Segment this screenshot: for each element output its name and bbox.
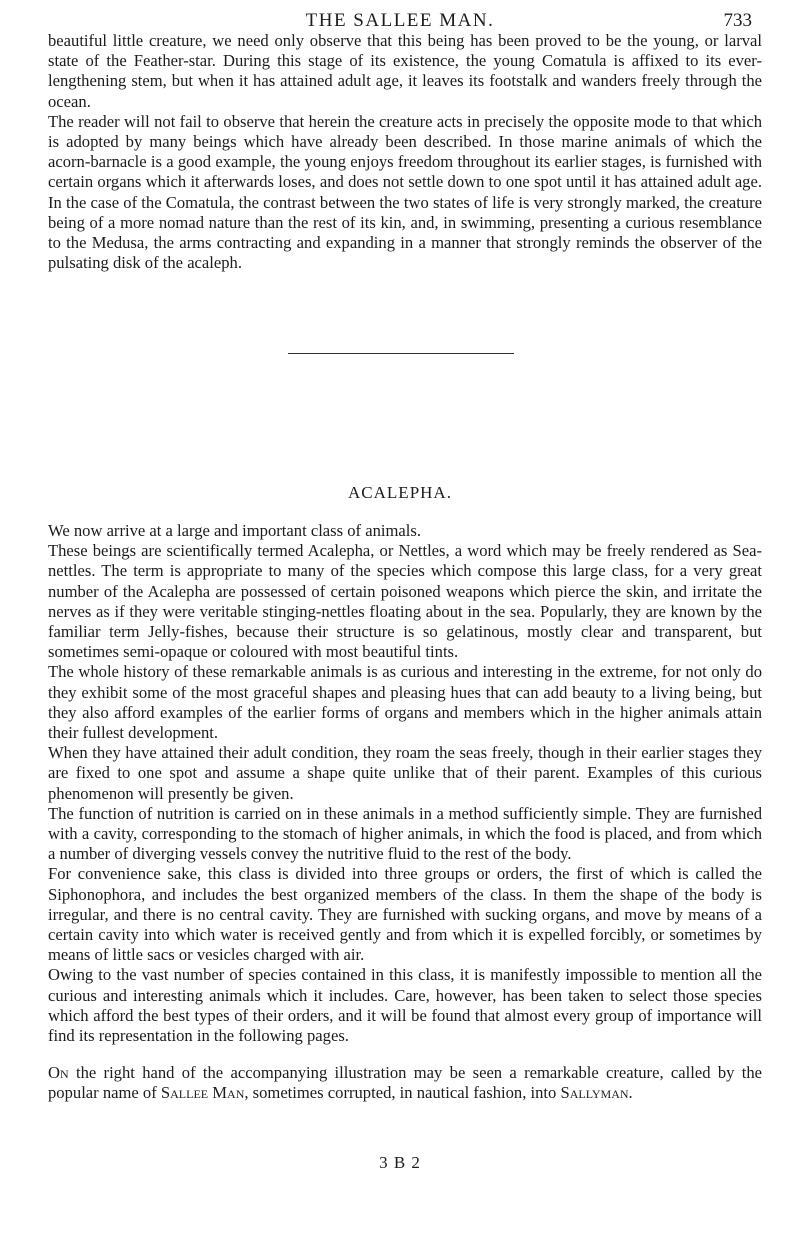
paragraph: The function of nutrition is carried on in these animals in a method sufficiently simple. They are furnished with a cavity, corresponding to the stomach of higher animals, in which the food is placed, and from which a number of diverging vessels convey the nutritive fluid to the rest of the body. (48, 803, 762, 864)
paragraph: Owing to the vast number of species contained in this class, it is manifestly impossible to mention all the curious and interesting animals which it includes. Care, however, has been taken to select those species which afford the best types of their orders, and it will be found that almost every group of importance will find its representation in the following pages. (48, 965, 762, 1046)
page-number: 733 (723, 10, 752, 31)
paragraph: For convenience sake, this class is divided into three groups or orders, the first of which is called the Siphonophora, and includes the best organized members of the class. In them the shape of the body is irregular, and there is no central cavity. They are furnished with sucking organs, and move by means of a certain cavity into which water is received gently and from which it is expelled forcibly, or sometimes by means of little sacs or vesicles charged with air. (48, 864, 762, 965)
intro-text (48, 31, 762, 273)
section-heading: ACALEPHA. (348, 483, 452, 502)
section-text (48, 521, 762, 1046)
paragraph: beautiful little creature, we need only observe that this being has been proved to be the young, or larval state of the Feather-star. During this stage of its existence, the young Comatula is affixed to its ever-lengthening stem, but when it has attained adult age, it leaves its footstalk and wanders freely through the ocean. (48, 31, 762, 111)
species-name: Sallyman (560, 1083, 629, 1103)
text-span: , sometimes corrupted, in nautical fashion, into (244, 1083, 561, 1103)
paragraph: We now arrive at a large and important class of animals. (48, 521, 421, 540)
running-head (0, 4, 800, 34)
signature-mark: 3 B 2 (379, 1153, 421, 1172)
paragraph: The reader will not fail to observe that herein the creature acts in precisely the opposite mode to that which is adopted by many beings which have already been described. In those marine animals of which the acorn-barnacle is a good example, the young enjoys freedom throughout its earlier stages, is furnished with certain organs which it afterwards loses, and does not settle down to one spot until it has attained adult age. In the case of the Comatula, the contrast between the two states of life is very strongly marked, the creature being of a more nomad nature than the rest of its kin, and, in swimming, presenting a curious resemblance to the Medusa, the arms contracting and expanding in a manner that strongly reminds the observer of the pulsating disk of the acaleph. (48, 111, 762, 273)
closing-text (48, 1063, 762, 1103)
lead-word: On (48, 1063, 69, 1082)
paragraph: The whole history of these remarkable animals is as curious and interesting in the extreme, for not only do they exhibit some of the most graceful shapes and pleasing hues that can add beauty to a living being, but they also afford examples of the earlier forms of organs and members which in the higher animals attain their fullest development. (48, 662, 762, 743)
species-name: Sallee Man (160, 1083, 245, 1103)
paragraph: When they have attained their adult condition, they roam the seas freely, though in their earlier stages they are fixed to one spot and assume a shape quite unlike that of their parent. Examples of this curious phenomenon will presently be given. (48, 743, 762, 803)
paragraph: These beings are scientifically termed Acalepha, or Nettles, a word which may be freely rendered as Sea-nettles. The term is appropriate to many of the species which compose this large class, for a very great number of the Acalepha are possessed of certain poisoned weapons which pierce the skin, and irritate the nerves as if they were veritable stinging-nettles floating about in the sea. Popularly, they are known by the familiar term Jelly-fishes, because their structure is so gelatinous, mostly clear and transparent, but sometimes semi-opaque or coloured with most beautiful tints. (48, 541, 762, 662)
text-span: the right hand of the accompanying illustration may be seen a remarkable creature, called by the popular name of (48, 1063, 762, 1103)
closing-paragraph (48, 1063, 762, 1103)
running-title: THE SALLEE MAN. (305, 10, 495, 31)
text-span: . (628, 1083, 633, 1103)
section-divider (288, 353, 514, 354)
